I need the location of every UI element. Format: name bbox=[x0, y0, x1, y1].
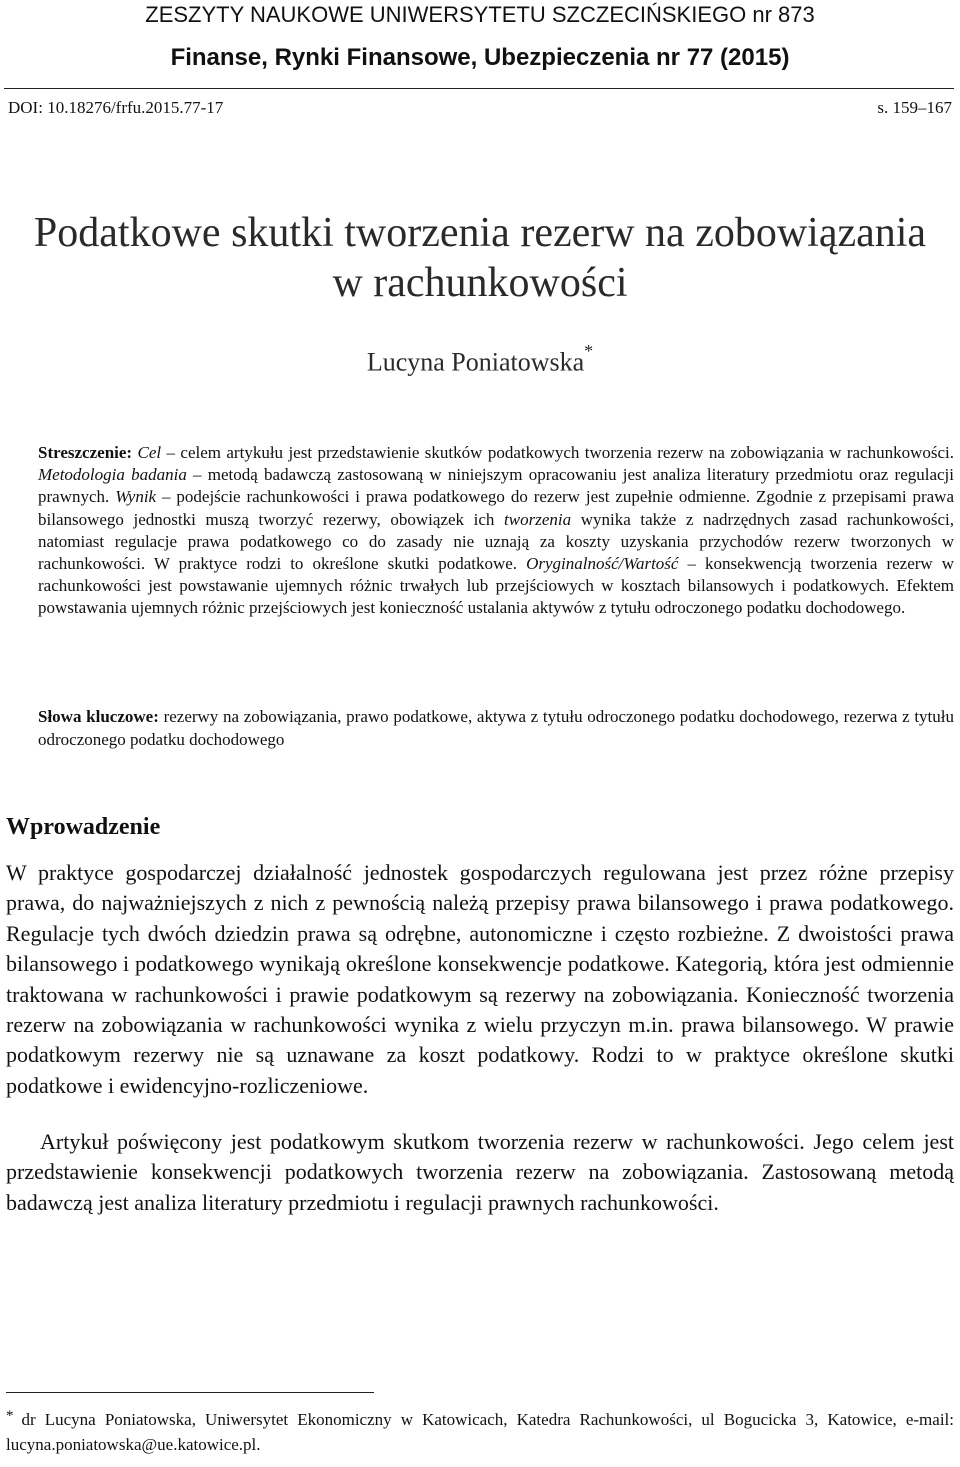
abstract-originality-label: Oryginalność/Wartość bbox=[526, 554, 679, 574]
abstract-originality-text: – konsekwencją tworzenia rezerw w rachunkowości jest powstawanie ujemnych różnic trwałych lub przejściowych w kosztach bilansowych i podatkowych. Efektem powstawania ujemnych różnic przejściowych jest konieczność ustalania aktywów z tytułu odroczonego podatku dochodowego. bbox=[38, 554, 954, 618]
article-title-line2: w rachunkowości bbox=[332, 260, 628, 306]
footnote-mark: * bbox=[6, 1408, 14, 1424]
keywords bbox=[38, 705, 954, 751]
journal-name: ZESZYTY NAUKOWE UNIWERSYTETU SZCZECIŃSKIEGO nr 873 bbox=[145, 2, 815, 27]
abstract-goal-label: Cel bbox=[137, 443, 162, 462]
body-paragraph: Artykuł poświęcony jest podatkowym skutkom tworzenia rezerw w rachunkowości. Jego celem jest przedstawienie konsekwencji podatkowych tworzenia rezerw na zobowiązania. Zastosowaną metodą badawczą jest analiza literatury przedmiotu i regulacji prawnych rachunkowości. bbox=[6, 1129, 954, 1215]
abstract-goal-text: – celem artykułu jest przedstawienie skutków podatkowych tworzenia rezerw na zobowiązania w rachunkowości. bbox=[161, 443, 954, 462]
abstract-result-text-cont: wynika także z nadrzędnych zasad rachunkowości, natomiast regulacje prawa podatkowego co do zasady nie uznają za koszty uzyskania przychodów rezerw tworzonych w rachunkowości. W praktyce rodzi to określone skutki podatkowe. bbox=[38, 509, 954, 574]
footnote bbox=[6, 1408, 954, 1457]
abstract-label: Streszczenie: bbox=[38, 443, 133, 462]
article-title bbox=[0, 208, 960, 308]
page-range: s. 159–167 bbox=[877, 98, 952, 117]
author-name: Lucyna Poniatowska bbox=[366, 347, 585, 377]
article-title-line1: Podatkowe skutki tworzenia rezerw na zobowiązania bbox=[33, 210, 927, 256]
footnote-text: dr Lucyna Poniatowska, Uniwersytet Ekonomiczny w Katowicach, Katedra Rachunkowości, ul Bogucicka 3, Katowice, e-mail: lucyna.poniatowska@ue.katowice.pl. bbox=[6, 1410, 954, 1454]
section-heading: Wprowadzenie bbox=[6, 814, 161, 840]
abstract-method-text: – metodą badawczą zastosowaną w niniejszym opracowaniu jest analiza literatury przedmiotu oraz regulacji prawnych. bbox=[38, 465, 954, 507]
keywords-label: Słowa kluczowe: bbox=[38, 707, 159, 726]
abstract-result-label: Wynik bbox=[115, 487, 157, 507]
keywords-text: rezerwy na zobowiązania, prawo podatkowe, aktywa z tytułu odroczonego podatku dochodowego, rezerwa z tytułu odroczonego podatku dochodowego bbox=[38, 707, 954, 749]
abstract-method-label: Metodologia badania bbox=[38, 465, 187, 485]
footnote-divider bbox=[6, 1392, 374, 1393]
journal-series: Finanse, Rynki Finansowe, Ubezpieczenia nr 77 (2015) bbox=[170, 44, 790, 71]
abstract-result-text: – podejście rachunkowości i prawa podatkowego do rezerw jest zupełnie odmienne. Zgodnie z przepisami prawa bilansowego jednostki muszą tworzyć rezerwy, obowiązek ich bbox=[38, 487, 955, 529]
abstract-emphasis-word: tworzenia bbox=[504, 509, 572, 529]
author bbox=[0, 341, 960, 378]
abstract bbox=[38, 442, 954, 620]
body-paragraph: W praktyce gospodarczej działalność jednostek gospodarczych regulowana jest przez różne przepisy prawa, do najważniejszych z nich z pewnością należą przepisy prawa bilansowego i prawa podatkowego. Regulacje tych dwóch dziedzin prawa są odrębne, autonomiczne i często rozbieżne. Z dwoistości prawa bilansowego i podatkowego wynikają określone konsekwencje podatkowe. Kategorią, która jest odmiennie traktowana w rachunkowości i prawie podatkowym są rezerwy na zobowiązania. Konieczność tworzenia rezerw na zobowiązania w rachunkowości wynika z wielu przyczyn m.in. prawa bilansowego. W prawie podatkowym rezerwy nie są uznawane za koszt podatkowy. Rodzi to w praktyce określone skutki podatkowe i ewidencyjno-rozliczeniowe. bbox=[6, 860, 954, 1098]
header-divider bbox=[4, 88, 954, 89]
doi-link[interactable]: DOI: 10.18276/frfu.2015.77-17 bbox=[8, 98, 224, 117]
author-footnote-mark[interactable]: * bbox=[584, 341, 594, 361]
